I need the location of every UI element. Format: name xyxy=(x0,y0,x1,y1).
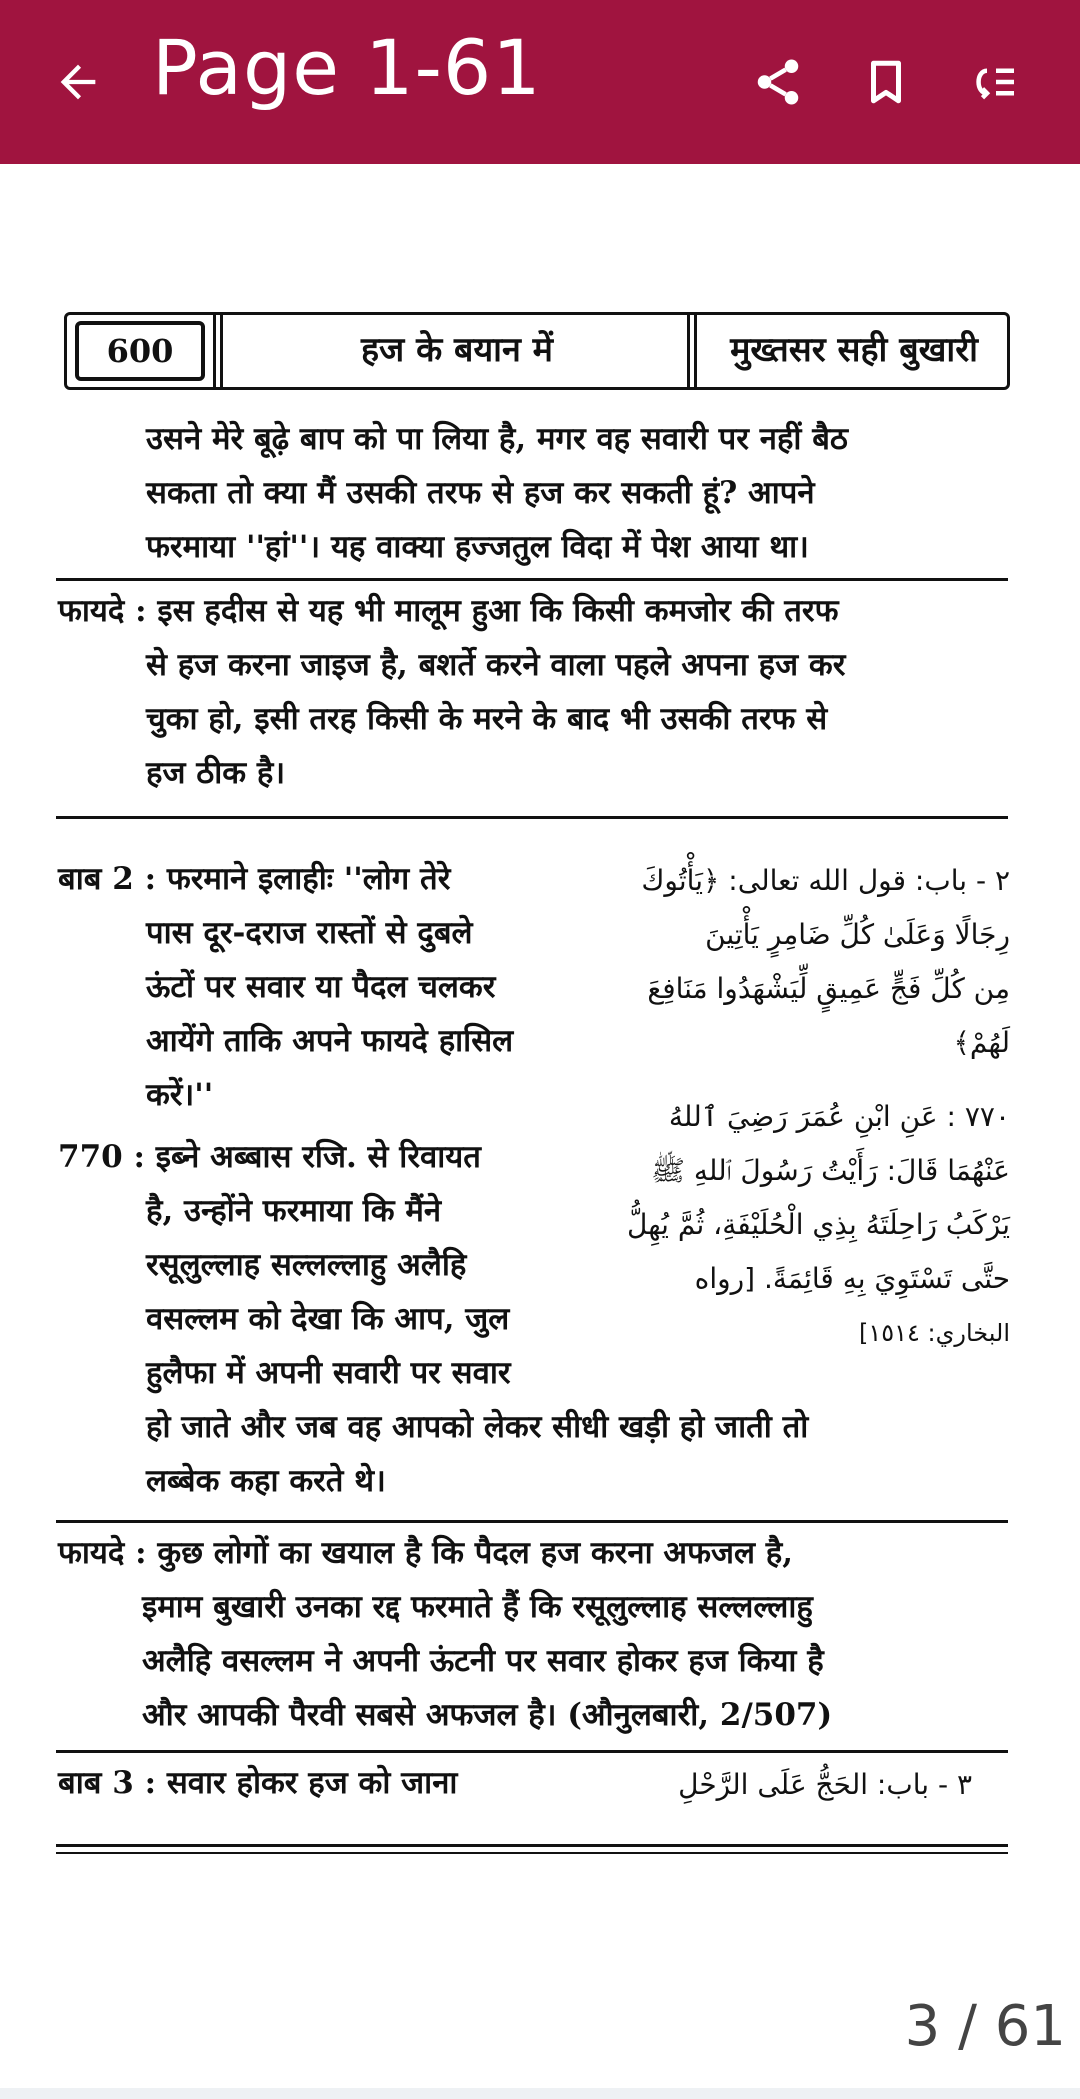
text-line: पास दूर-दराज रास्तों से दुबले xyxy=(146,915,473,951)
text-line: ऊंटों पर सवार या पैदल चलकर xyxy=(146,969,496,1005)
text-line: مِن كُلِّ فَجٍّ عَمِيقٍ لِّيَشْهَدُوا مَنَافِعَ xyxy=(647,972,1010,1005)
share-icon xyxy=(751,55,805,109)
text-line: चुका हो, इसी तरह किसी के मरने के बाद भी उसकी तरफ से xyxy=(146,701,828,737)
text-line: है, उन्होंने फरमाया कि मैंने xyxy=(146,1193,442,1229)
page-title: Page 1-61 xyxy=(152,23,542,112)
navigation-strip xyxy=(0,2088,1080,2099)
text-line: رِجَالًا وَعَلَىٰ كُلِّ ضَامِرٍ يَأْتِينَ xyxy=(705,918,1010,951)
text-line: حتَّى تَسْتَوِيَ بِهِ قَائِمَةً. [رواه xyxy=(694,1262,1010,1295)
text-line: फरमाया ''हां''। यह वाक्या हज्जतुल विदा में पेश आया था। xyxy=(146,529,809,565)
text-line: फायदे : इस हदीस से यह भी मालूम हुआ कि किसी कमजोर की तरफ xyxy=(58,593,839,629)
text-line: لَهُمْ﴾ xyxy=(953,1026,1010,1059)
chapter-title: हज के बयान में xyxy=(360,330,554,370)
text-line: ٢ - باب: قول الله تعالى: ﴿يَأْتُوكَ xyxy=(641,864,1010,897)
text-line: सकता तो क्या मैं उसकी तरफ से हज कर सकती हूं? आपने xyxy=(146,475,815,511)
text-line: हुलैफा में अपनी सवारी पर सवार xyxy=(146,1355,511,1391)
paragraph xyxy=(146,412,848,574)
share-button[interactable] xyxy=(740,44,816,120)
divider xyxy=(56,816,1008,819)
text-line: वसल्लम को देखा कि आप, जुल xyxy=(146,1301,510,1337)
arrow-left-icon xyxy=(52,56,104,108)
text-line: अलैहि वसल्लम ने अपनी ऊंटनी पर सवार होकर हज किया है xyxy=(142,1643,824,1679)
chapter-heading-2 xyxy=(58,852,513,1122)
arabic-text xyxy=(620,1758,972,1812)
text-line: लब्बेक कहा करते थे। xyxy=(146,1463,386,1499)
header-divider xyxy=(213,315,223,387)
text-line: रसूलुल्लाह सल्लल्लाहु अलैहि xyxy=(146,1247,467,1283)
text-line: البخاري: ١٥١٤] xyxy=(858,1319,1010,1347)
text-line: करें।'' xyxy=(146,1077,214,1113)
divider xyxy=(56,578,1008,581)
book-title: मुख्तसर सही बुखारी xyxy=(730,330,978,370)
benefit-note xyxy=(58,584,845,800)
divider xyxy=(56,1750,1008,1753)
text-line: बाब 2 : फरमाने इलाहीः ''लोग तेरे xyxy=(58,861,451,897)
text-line: बाब 3 : सवार होकर हज को जाना xyxy=(58,1765,458,1801)
text-line: ٧٧٠ : عَنِ ابْنِ عُمَرَ رَضِيَ ٱللهُ xyxy=(668,1100,1010,1133)
text-line: عَنْهُمَا قَالَ: رَأَيْتُ رَسُولَ ٱللهِ ﷺ xyxy=(651,1154,1010,1187)
table-of-contents-icon xyxy=(969,55,1023,109)
hadith-770 xyxy=(58,1130,511,1400)
divider xyxy=(56,1520,1008,1523)
text-line: और आपकी पैरवी सबसे अफजल है। (औनुलबारी, 2/507) xyxy=(142,1697,833,1733)
benefit-note xyxy=(58,1526,832,1742)
divider xyxy=(56,1844,1008,1847)
page-number: 600 xyxy=(75,321,205,381)
chapter-heading-3 xyxy=(58,1756,457,1810)
text-line: 770 : इब्ने अब्बास रजि. से रिवायत xyxy=(58,1139,481,1175)
text-line: आयेंगे ताकि अपने फायदे हासिल xyxy=(146,1023,514,1059)
arabic-text xyxy=(620,1090,1010,1360)
table-of-contents-button[interactable] xyxy=(958,44,1034,120)
text-line: يَرْكَبُ رَاحِلَتَهُ بِذِي الْحُلَيْفَةِ، ثُمَّ يُهِلُّ xyxy=(627,1208,1010,1241)
text-line: इमाम बुखारी उनका रद्द फरमाते हैं कि रसूलुल्लाह सल्लल्लाहु xyxy=(142,1589,813,1625)
text-line: उसने मेरे बूढ़े बाप को पा लिया है, मगर वह सवारी पर नहीं बैठ xyxy=(146,421,848,457)
text-line: ٣ - باب: الحَجُّ عَلَى الرَّحْلِ xyxy=(678,1768,972,1801)
hadith-770-continued xyxy=(146,1400,808,1508)
divider xyxy=(56,1852,1008,1854)
text-line: हो जाते और जब वह आपको लेकर सीधी खड़ी हो जाती तो xyxy=(146,1409,809,1445)
arabic-text xyxy=(620,854,1010,1070)
text-line: से हज करना जाइज है, बशर्ते करने वाला पहले अपना हज कर xyxy=(146,647,846,683)
text-line: हज ठीक है। xyxy=(146,755,286,791)
text-line: फायदे : कुछ लोगों का खयाल है कि पैदल हज करना अफजल है, xyxy=(58,1535,794,1571)
book-page[interactable] xyxy=(0,164,1080,2099)
page-indicator: 3 / 61 xyxy=(904,1994,1066,2059)
back-button[interactable] xyxy=(40,44,116,120)
bookmark-button[interactable] xyxy=(848,44,924,120)
bookmark-icon xyxy=(861,57,911,107)
header-divider xyxy=(687,315,697,387)
app-bar xyxy=(0,0,1080,164)
page-header xyxy=(64,312,1010,390)
